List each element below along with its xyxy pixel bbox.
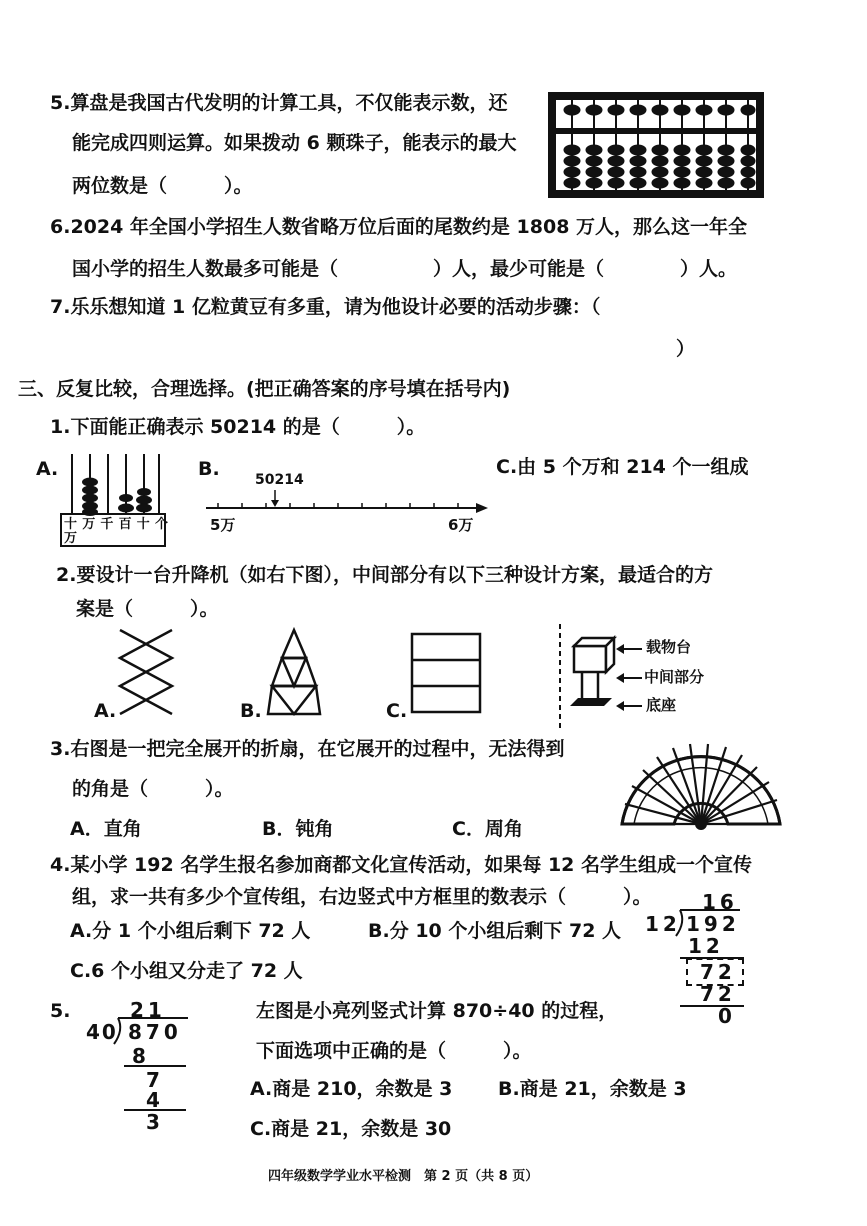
arrow-left-icon — [616, 643, 642, 655]
s3q2-option-c: C. — [386, 700, 408, 722]
s3q2-line1: 2.要设计一台升降机（如右下图），中间部分有以下三种设计方案，最适合的方 — [56, 564, 713, 586]
s3q1-stem: 1.下面能正确表示 50214 的是（ ）。 — [50, 416, 426, 438]
s3q3-line2: 的角是（ ）。 — [72, 778, 234, 800]
s3q1-option-c: C.由 5 个万和 214 个一组成 — [496, 456, 749, 478]
q7-line1: 7.乐乐想知道 1 亿粒黄豆有多重，请为他设计必要的活动步骤：（ — [50, 296, 601, 318]
s3q4-option-a: A.分 1 个小组后剩下 72 人 — [70, 920, 311, 942]
s3q3-option-a: A．直角 — [70, 818, 142, 840]
div1-divisor: 12 — [645, 912, 681, 936]
folding-fan-image — [618, 740, 784, 832]
crossed-x-structure — [118, 628, 174, 716]
s3q4-line1: 4.某小学 192 名学生报名参加商都文化宣传活动，如果每 12 名学生组成一个宣传 — [50, 854, 752, 876]
place-label: 十 — [64, 517, 78, 532]
s3q5-number: 5. — [50, 1000, 71, 1022]
s3q5-option-a: A.商是 210，余数是 3 — [250, 1078, 453, 1100]
place-label: 千 — [100, 517, 114, 532]
s3q4-option-b: B.分 10 个小组后剩下 72 人 — [368, 920, 622, 942]
page-footer: 四年级数学学业水平检测 第 2 页（共 8 页） — [268, 1169, 539, 1184]
abacus-place-labels — [64, 518, 168, 531]
place-label: 十 — [136, 517, 150, 532]
q7-line2: ） — [676, 338, 696, 360]
div2-step3: 4 — [146, 1088, 160, 1112]
s3q5-option-b: B.商是 21，余数是 3 — [498, 1078, 687, 1100]
div1-quotient: 16 — [702, 890, 738, 914]
s3q1-option-b: B. — [198, 458, 220, 480]
division-rule — [680, 1004, 744, 1008]
div1-step1: 12 — [688, 934, 724, 958]
div2-divisor: 40 — [86, 1020, 118, 1044]
q5-line1: 5.算盘是我国古代发明的计算工具，不仅能表示数，还 — [50, 92, 508, 114]
q5-line3: 两位数是（ ）。 — [72, 175, 253, 197]
q5-line2: 能完成四则运算。如果拨动 6 颗珠子，能表示的最大 — [72, 132, 517, 154]
arrow-left-icon — [616, 672, 642, 684]
s3q2-option-a: A. — [94, 700, 117, 722]
numberline-mark-label: 50214 — [255, 472, 304, 488]
place-label-sub: 万 — [64, 531, 78, 546]
lift-label-base: 底座 — [646, 696, 677, 714]
s3q3-option-c: C．周角 — [452, 818, 523, 840]
s3q5-option-c: C.商是 21，余数是 30 — [250, 1118, 452, 1140]
lift-diagram — [556, 624, 616, 732]
stacked-rectangles-structure — [410, 632, 484, 716]
lift-label-middle: 中间部分 — [644, 668, 705, 686]
s3q5-text2: 下面选项中正确的是（ ）。 — [256, 1040, 532, 1062]
s3q4-line2: 组，求一共有多少个宣传组，右边竖式中方框里的数表示（ ）。 — [72, 886, 652, 908]
div1-dividend: 192 — [686, 912, 740, 936]
s3q3-line1: 3.右图是一把完全展开的折扇，在它展开的过程中，无法得到 — [50, 738, 565, 760]
place-label: 万 — [82, 517, 96, 532]
div2-step2: 7 — [146, 1068, 160, 1092]
q6-line2: 国小学的招生人数最多可能是（ ）人，最少可能是（ ）人。 — [72, 258, 738, 280]
div2-remainder: 3 — [146, 1110, 160, 1134]
place-label: 个 — [154, 517, 168, 532]
div2-dividend: 870 — [128, 1020, 182, 1044]
lift-label-platform: 载物台 — [646, 638, 692, 656]
s3q2-option-b: B. — [240, 700, 262, 722]
q6-line1: 6.2024 年全国小学招生人数省略万位后面的尾数约是 1808 万人，那么这一年全 — [50, 216, 748, 238]
abacus-image — [548, 92, 764, 198]
div1-step2: 72 — [700, 960, 736, 984]
div1-step3: 72 — [700, 982, 736, 1006]
arrow-left-icon — [616, 700, 642, 712]
number-line — [204, 488, 488, 512]
section-heading: 三、反复比较，合理选择。(把正确答案的序号填在括号内) — [18, 378, 511, 400]
s3q2-line2: 案是（ ）。 — [76, 598, 219, 620]
s3q1-option-a: A. — [36, 458, 59, 480]
div2-step1: 8 — [132, 1044, 146, 1068]
s3q4-option-c: C.6 个小组又分走了 72 人 — [70, 960, 303, 982]
s3q3-option-b: B．钝角 — [262, 818, 334, 840]
div2-quotient: 21 — [130, 998, 166, 1022]
stacked-triangles-structure — [266, 628, 322, 716]
div1-remainder: 0 — [718, 1004, 732, 1028]
numberline-left-label: 5万 — [210, 516, 236, 534]
place-label: 百 — [118, 517, 132, 532]
s3q5-text1: 左图是小亮列竖式计算 870÷40 的过程， — [256, 1000, 618, 1022]
numberline-right-label: 6万 — [448, 516, 474, 534]
